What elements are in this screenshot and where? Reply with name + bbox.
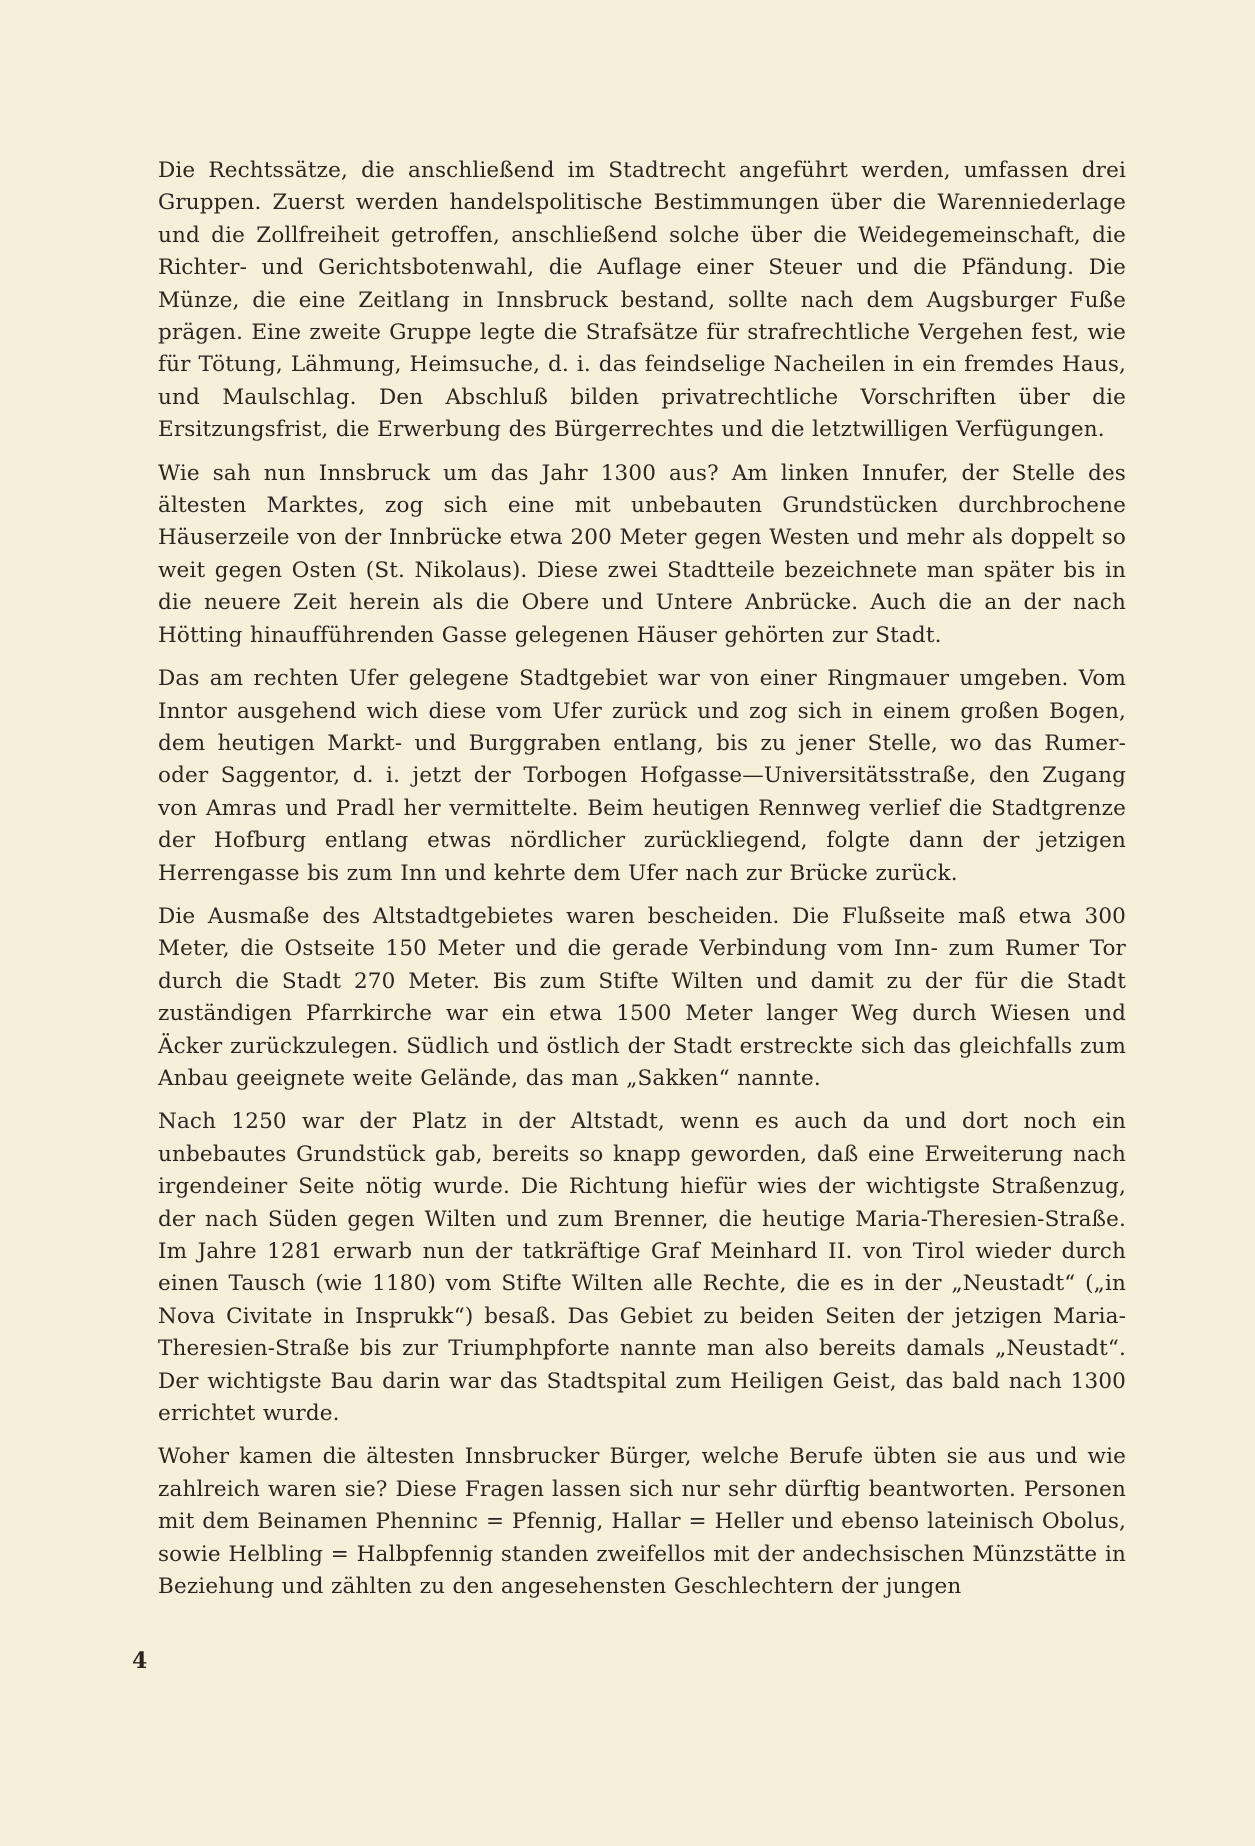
paragraph: Wie sah nun Innsbruck um das Jahr 1300 aus? Am linken Innufer, der Stelle des ältesten Marktes, zog sich eine mit unbebauten Grundstücken durchbrochene Häuserzeile von der Innbrücke etwa 200 Meter gegen Westen und mehr als doppelt so weit gegen Osten (St. Nikolaus). Diese zwei Stadtteile bezeichnete man später bis in die neuere Zeit herein als die Obere und Untere Anbrücke. Auch die an der nach Hötting hinaufführenden Gasse gelegenen Häuser gehörten zur Stadt. (158, 460, 1126, 648)
page-number: 4 (132, 1648, 148, 1674)
paragraph: Die Ausmaße des Altstadtgebietes waren bescheiden. Die Flußseite maß etwa 300 Meter, die Ostseite 150 Meter und die gerade Verbindung vom Inn- zum Rumer Tor durch die Stadt 270 Meter. Bis zum Stifte Wilten und damit zu der für die Stadt zuständigen Pfarrkirche war ein etwa 1500 Meter langer Weg durch Wiesen und Äcker zurückzulegen. Südlich und östlich der Stadt erstreckte sich das gleichfalls zum Anbau geeignete weite Gelände, das man „Sakken“ nannte. (158, 903, 1126, 1091)
paragraph: Das am rechten Ufer gelegene Stadtgebiet war von einer Ringmauer umgeben. Vom Inntor ausgehend wich diese vom Ufer zurück und zog sich in einem großen Bogen, dem heutigen Markt- und Burggraben entlang, bis zu jener Stelle, wo das Rumer- oder Saggentor, d. i. jetzt der Torbogen Hofgasse—Universitätsstraße, den Zugang von Amras und Pradl her vermittelte. Beim heutigen Rennweg verlief die Stadtgrenze der Hofburg entlang etwas nördlicher zurückliegend, folgte dann der jetzigen Herrengasse bis zum Inn und kehrte dem Ufer nach zur Brücke zurück. (158, 666, 1126, 886)
body-text (158, 155, 1126, 1614)
paragraph: Die Rechtssätze, die anschließend im Stadtrecht angeführt werden, umfassen drei Gruppen. Zuerst werden handelspolitische Bestimmungen über die Warenniederlage und die Zollfreiheit getroffen, anschließend solche über die Weidegemeinschaft, die Richter- und Gerichtsbotenwahl, die Auflage einer Steuer und die Pfändung. Die Münze, die eine Zeitlang in Innsbruck bestand, sollte nach dem Augsburger Fuße prägen. Eine zweite Gruppe legte die Strafsätze für strafrechtliche Vergehen fest, wie für Tötung, Lähmung, Heimsuche, d. i. das feindselige Nacheilen in ein fremdes Haus, und Maulschlag. Den Abschluß bilden privatrechtliche Vorschriften über die Ersitzungsfrist, die Erwerbung des Bürgerrechtes und die letztwilligen Verfügungen. (158, 158, 1126, 443)
paragraph: Nach 1250 war der Platz in der Altstadt, wenn es auch da und dort noch ein unbebautes Grundstück gab, bereits so knapp geworden, daß eine Erweiterung nach irgendeiner Seite nötig wurde. Die Richtung hiefür wies der wichtigste Straßenzug, der nach Süden gegen Wilten und zum Brenner, die heutige Maria-Theresien-Straße. Im Jahre 1281 erwarb nun der tatkräftige Graf Meinhard II. von Tirol wieder durch einen Tausch (wie 1180) vom Stifte Wilten alle Rechte, die es in der „Neustadt“ („in Nova Civitate in Insprukk“) besaß. Das Gebiet zu beiden Seiten der jetzigen Maria-Theresien-Straße bis zur Triumphpforte nannte man also bereits damals „Neustadt“. Der wichtigste Bau darin war das Stadtspital zum Heiligen Geist, das bald nach 1300 errichtet wurde. (158, 1109, 1126, 1427)
paragraph: Woher kamen die ältesten Innsbrucker Bürger, welche Berufe übten sie aus und wie zahlreich waren sie? Diese Fragen lassen sich nur sehr dürftig beantworten. Personen mit dem Beinamen Phenninc = Pfennig, Hallar = Heller und ebenso lateinisch Obolus, sowie Helbling = Halbpfennig standen zweifellos mit der andechsischen Münzstätte in Beziehung und zählten zu den angesehensten Geschlechtern der jungen (158, 1444, 1126, 1600)
